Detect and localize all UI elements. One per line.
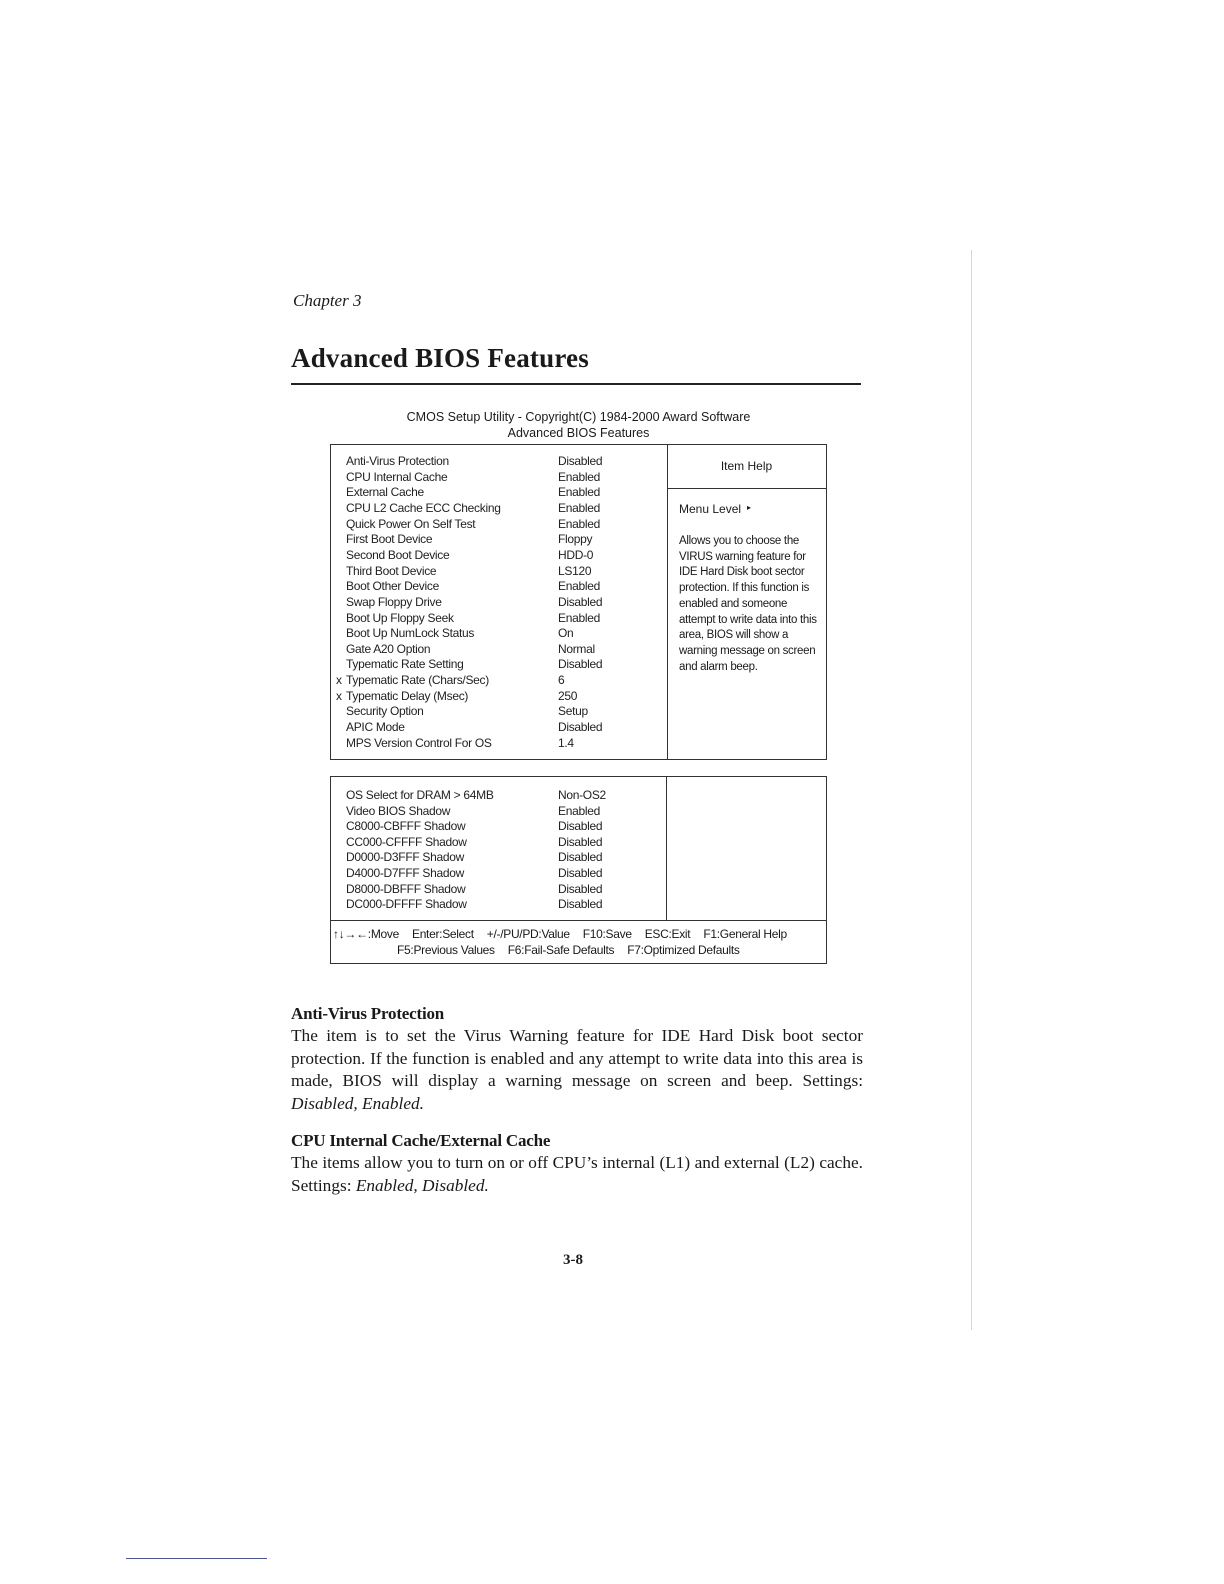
page-title: Advanced BIOS Features: [291, 343, 589, 373]
menu-level-arrow-icon: ▸: [747, 503, 752, 512]
bios-header-title: Advanced BIOS Features: [507, 426, 650, 440]
setting-label: D8000-DBFFF Shadow: [346, 881, 466, 896]
setting-label: First Boot Device: [346, 532, 433, 547]
section-heading-cpu-cache: CPU Internal Cache/External Cache: [291, 1131, 551, 1150]
setting-value[interactable]: Enabled: [558, 516, 600, 531]
key-hint: ↑↓→←:Move: [333, 927, 399, 941]
setting-label: D0000-D3FFF Shadow: [346, 850, 464, 865]
setting-value[interactable]: Normal: [558, 641, 595, 656]
setting-label: Boot Up NumLock Status: [346, 626, 475, 641]
keys-divider: [331, 920, 826, 921]
setting-value[interactable]: 250: [558, 688, 578, 703]
setting-value[interactable]: Non-OS2: [558, 788, 606, 802]
footnote-rule: [126, 1558, 267, 1559]
setting-value[interactable]: On: [558, 626, 574, 641]
setting-value[interactable]: Disabled: [558, 834, 603, 849]
title-rule: [291, 383, 861, 385]
setting-value[interactable]: Enabled: [558, 469, 600, 484]
bios-header-copyright: CMOS Setup Utility - Copyright(C) 1984-2000 Award Software: [406, 410, 751, 424]
key-hint: F1:General Help: [703, 927, 787, 941]
item-help-text: Allows you to choose the VIRUS warning feature for IDE Hard Disk boot sector protection. If this function is enabled and someone attempt to write data into this area, BIOS will show a warning message on screen and alarm beep.: [679, 535, 817, 673]
setting-label: Security Option: [346, 704, 424, 719]
setting-value[interactable]: HDD-0: [558, 547, 594, 562]
setting-label: Boot Other Device: [346, 579, 439, 594]
setting-label: Typematic Delay (Msec): [346, 688, 469, 703]
key-hint: Enter:Select: [411, 927, 474, 941]
setting-value[interactable]: Disabled: [558, 720, 603, 735]
setting-value[interactable]: Enabled: [558, 610, 600, 625]
bios-panel-main: [330, 444, 827, 760]
setting-value[interactable]: 6: [558, 673, 565, 688]
disabled-mark: x: [336, 688, 342, 703]
setting-value[interactable]: Enabled: [558, 485, 600, 500]
section-body-cpu-cache: [291, 1152, 863, 1197]
setting-label: OS Select for DRAM > 64MB: [346, 788, 494, 802]
setting-value[interactable]: Enabled: [558, 500, 600, 515]
setting-value[interactable]: Disabled: [558, 881, 603, 896]
setting-label: D4000-D7FFF Shadow: [346, 866, 464, 880]
setting-value[interactable]: Enabled: [558, 803, 600, 818]
bios-panel-shadow: [330, 776, 827, 964]
page-number: 3-8: [563, 1252, 583, 1268]
setting-label: Third Boot Device: [346, 563, 437, 578]
setting-value[interactable]: Disabled: [558, 850, 603, 865]
key-hint: +/-/PU/PD:Value: [486, 927, 570, 941]
section-settings: Disabled, Enabled.: [291, 1093, 424, 1113]
key-hint: F7:Optimized Defaults: [627, 943, 740, 957]
panel-divider: [666, 777, 667, 920]
setting-value[interactable]: Floppy: [558, 532, 593, 547]
setting-value[interactable]: Disabled: [558, 657, 603, 672]
key-hint: F10:Save: [582, 927, 632, 941]
setting-label: Anti-Virus Protection: [346, 454, 449, 468]
help-divider: [667, 488, 826, 489]
setting-label: CPU L2 Cache ECC Checking: [346, 500, 501, 515]
setting-label: Video BIOS Shadow: [346, 803, 451, 818]
page-edge-line: [971, 250, 972, 1330]
setting-label: APIC Mode: [346, 720, 405, 735]
menu-level-label: Menu Level: [679, 502, 742, 516]
setting-value[interactable]: Disabled: [558, 594, 603, 609]
setting-value[interactable]: Setup: [558, 704, 588, 719]
section-settings: Enabled, Disabled.: [355, 1175, 489, 1195]
setting-label: Typematic Rate Setting: [346, 657, 464, 672]
setting-label: Boot Up Floppy Seek: [346, 610, 454, 625]
setting-value[interactable]: Enabled: [558, 579, 600, 594]
item-help-title: Item Help: [720, 459, 773, 473]
setting-label: External Cache: [346, 485, 424, 500]
setting-value[interactable]: Disabled: [558, 454, 603, 468]
key-hint: F5:Previous Values: [397, 943, 495, 957]
key-hint: F6:Fail-Safe Defaults: [507, 943, 615, 957]
setting-label: Quick Power On Self Test: [346, 516, 476, 531]
setting-label: C8000-CBFFF Shadow: [346, 819, 466, 834]
setting-label: DC000-DFFFF Shadow: [346, 897, 467, 912]
setting-label: Gate A20 Option: [346, 641, 431, 656]
setting-value[interactable]: 1.4: [558, 735, 574, 750]
disabled-mark: x: [336, 673, 342, 688]
setting-label: Typematic Rate (Chars/Sec): [346, 673, 489, 688]
setting-label: MPS Version Control For OS: [346, 735, 492, 750]
section-text: The item is to set the Virus Warning feature for IDE Hard Disk boot sector protection. If the function is enabled and any attempt to write data into this area is made, BIOS will display a warning message on screen and beep. Settings:: [291, 1026, 863, 1090]
setting-value[interactable]: Disabled: [558, 819, 603, 834]
setting-value[interactable]: Disabled: [558, 897, 603, 912]
panel-divider: [667, 445, 668, 759]
key-legend-line2: [397, 943, 753, 957]
key-legend-line1: [333, 927, 800, 941]
setting-label: CPU Internal Cache: [346, 469, 448, 484]
key-hint: ESC:Exit: [644, 927, 691, 941]
section-heading-anti-virus: Anti-Virus Protection: [291, 1004, 445, 1023]
setting-value[interactable]: LS120: [558, 563, 592, 578]
section-text: The items allow you to turn on or off CPU’s internal (L1) and external (L2) cache. Settings:: [291, 1153, 863, 1195]
setting-label: Second Boot Device: [346, 547, 450, 562]
setting-label: Swap Floppy Drive: [346, 594, 442, 609]
section-body-anti-virus: [291, 1025, 863, 1115]
setting-label: CC000-CFFFF Shadow: [346, 834, 467, 849]
setting-value[interactable]: Disabled: [558, 866, 603, 880]
chapter-label: Chapter 3: [293, 291, 362, 310]
menu-level: [679, 502, 751, 516]
